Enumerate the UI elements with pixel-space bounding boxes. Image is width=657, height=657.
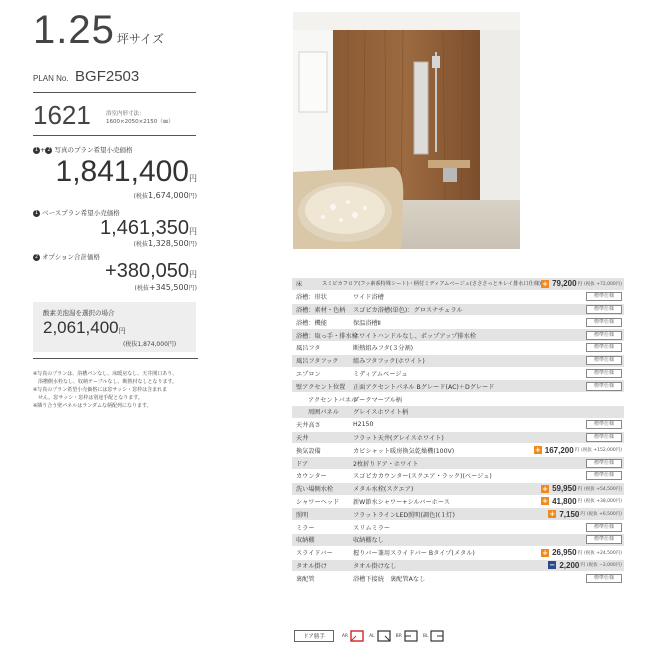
yen-unit: 円: [580, 512, 585, 518]
spec-value: 新W節水シャワー+シルバーホース: [353, 498, 450, 506]
plan-no: BGF2503: [75, 68, 140, 85]
tax-suffix: 円): [188, 241, 197, 248]
option-price-value: 7,150: [559, 509, 580, 519]
spec-value: ミディアムベージュ: [353, 370, 408, 378]
yen-unit: 円: [574, 448, 580, 454]
yen-unit: 円: [580, 563, 585, 569]
size-title: [33, 8, 164, 53]
note-line: ※隣り合う壁パネルはランダムな柄配列になります。: [33, 403, 152, 409]
tax-suffix: 円): [188, 285, 197, 292]
option-price-value: 26,950: [552, 548, 577, 558]
notes: [33, 370, 208, 410]
spec-value: 断熱組みフタ(３分割): [353, 345, 414, 353]
option-price: [541, 497, 622, 506]
price-value: +380,050: [105, 260, 189, 282]
spec-label: 風呂フタ: [296, 345, 321, 353]
spec-row: [292, 432, 624, 445]
plus-sign: +: [40, 146, 46, 154]
minus-icon: −: [549, 561, 556, 570]
yen-unit: 円: [189, 174, 197, 183]
spec-value: メタル水栓(スクエア): [353, 486, 414, 494]
door-option-ar: [342, 630, 364, 642]
option-price: [548, 561, 622, 570]
standard-spec-badge: 標準仕様: [586, 459, 622, 468]
yen-unit: 円: [577, 499, 583, 505]
spec-row: [292, 496, 624, 509]
plan-number: [33, 68, 139, 86]
spec-row: [292, 316, 624, 329]
door-code: AL: [369, 633, 375, 639]
number-2-icon: 2: [47, 146, 51, 153]
price-value: 1,461,350: [100, 217, 189, 239]
door-ar-icon: [350, 630, 364, 642]
spec-label: 裏配管: [296, 575, 315, 583]
oxygen-label: 酸素美泡湯を選択の場合: [43, 309, 115, 317]
spec-label: ミラー: [296, 524, 315, 532]
spec-value: カビシャット暖房換気乾燥機(100V): [353, 447, 455, 455]
spec-value: フラット天井(グレイスホワイト): [353, 434, 444, 442]
spec-label: カウンター: [296, 473, 327, 481]
dims-value: 1600×2050×2150（㎜）: [106, 119, 174, 125]
yen-unit: 円: [577, 486, 583, 492]
price-value: 2,061,400: [43, 318, 119, 337]
spec-value: フラットラインLED照明(調色)(１灯): [353, 511, 455, 519]
yen-unit: 円: [118, 328, 126, 335]
spec-row: [292, 534, 624, 547]
spec-row: [292, 291, 624, 304]
spec-value: タオル掛けなし: [353, 562, 397, 570]
note-line: ※写真のプランは、浴槽パンなし、床暖房なし、天井開口あり、: [33, 371, 178, 377]
price-value: 1,841,400: [55, 155, 189, 188]
option-tax: (税抜 +38,000円): [584, 499, 622, 505]
size-code: 1621: [33, 100, 91, 130]
spec-value: 収納棚なし: [353, 537, 384, 545]
tax-value: 1,674,000: [147, 191, 189, 200]
plan-label: PLAN No.: [33, 74, 69, 83]
door-option-bl: [423, 630, 445, 642]
option-price-value: 41,800: [552, 496, 577, 506]
base-plan-tax: [134, 239, 197, 248]
door-bl-icon: [430, 630, 444, 642]
yen-unit: 円: [577, 550, 583, 556]
options-tax: [135, 283, 197, 292]
oxygen-price: [43, 318, 126, 338]
spec-row: [292, 547, 624, 560]
options-label: [33, 252, 100, 261]
tax-suffix: 円): [188, 193, 197, 200]
door-code: BR: [395, 633, 402, 639]
tax-value: 1,874,000: [137, 341, 168, 348]
spec-label: ドア: [296, 460, 309, 468]
door-option-br: [396, 630, 418, 642]
option-price-value: 79,200: [552, 279, 577, 289]
spec-value: スミピカフロア(フッ素系特殊シート)・柄付ミディアムベージュ(さささっとキレイ排水口仕様): [321, 281, 542, 288]
spec-label: 浴槽：形状: [296, 294, 327, 302]
yen-unit: 円: [577, 281, 583, 287]
door-br-icon: [404, 630, 418, 642]
yen-unit: 円: [189, 270, 197, 279]
spec-row: [292, 572, 624, 585]
spec-value: スゴピカカウンター(スクエア・ラック)(ベージュ): [353, 473, 492, 481]
spec-label: 床: [296, 281, 303, 289]
spec-value: ホワイトハンドルなし、ポップアップ排水栓: [353, 332, 477, 340]
spec-label: 天井: [296, 434, 309, 442]
spec-value: スゴピカ浴槽(単色)：グロスナチュラル: [353, 306, 463, 314]
door-handing-label: ドア勝手: [294, 630, 334, 642]
option-tax: (税抜 +72,000円): [584, 281, 622, 287]
option-price: [534, 446, 622, 455]
spec-row: [292, 521, 624, 534]
tax-value: 1,328,500: [147, 239, 189, 248]
note-line: せん。窓サッシ・窓枠は別途手配となります。: [33, 395, 143, 401]
spec-row: [292, 406, 624, 419]
spec-label: 壁アクセント位置: [296, 383, 346, 391]
base-plan-label: [33, 208, 120, 217]
base-plan-label-text: ベースプラン希望小売価格: [42, 209, 120, 217]
option-price: [541, 548, 622, 557]
option-price-value: 2,200: [559, 560, 580, 570]
spec-label: 洗い場側水栓: [296, 486, 334, 494]
spec-label: 浴槽：素材・色柄: [296, 306, 346, 314]
door-option-al: [369, 630, 391, 642]
divider: [33, 135, 196, 136]
plus-icon: +: [542, 548, 548, 557]
divider: [33, 92, 196, 93]
standard-spec-badge: 標準仕様: [586, 433, 622, 442]
spec-value: ダークマーブル柄: [353, 396, 402, 404]
door-code: AR: [341, 633, 349, 639]
option-price: [541, 484, 622, 493]
photo-plan-price: [56, 155, 197, 189]
spec-row: [292, 444, 624, 457]
standard-spec-badge: 標準仕様: [586, 318, 622, 327]
spec-row: [292, 329, 624, 342]
oxygen-tax: [123, 339, 176, 348]
plus-icon: +: [534, 446, 541, 455]
tax-prefix: (税抜: [133, 193, 148, 200]
option-price: [548, 510, 622, 519]
options-price: [105, 260, 197, 283]
number-2-icon: 2: [34, 253, 39, 260]
plus-icon: +: [542, 279, 548, 288]
spec-value: 組みフタフック(ホワイト): [353, 358, 425, 366]
spec-row: [292, 470, 624, 483]
standard-spec-badge: 標準仕様: [586, 305, 622, 314]
spec-label: アクセントパネル: [308, 396, 358, 404]
spec-value: 2枚折りドア・ホワイト: [353, 460, 419, 468]
option-price-value: 167,200: [544, 445, 574, 455]
oxygen-bath-price-box: [33, 302, 196, 352]
standard-spec-badge: 標準仕様: [586, 420, 622, 429]
note-line: 浴槽側水栓なし、収納テーブルなし、断熱材なしとなります。: [33, 379, 178, 385]
spec-label: 照明: [296, 511, 309, 519]
standard-spec-badge: 標準仕様: [586, 523, 622, 532]
spec-value: グレイスホワイト柄: [353, 409, 409, 417]
spec-label: シャワーヘッド: [296, 498, 340, 506]
spec-value: スリムミラー: [353, 524, 391, 532]
spec-row: [292, 355, 624, 368]
standard-spec-badge: 標準仕様: [586, 369, 622, 378]
option-price-value: 59,950: [552, 484, 577, 494]
standard-spec-badge: 標準仕様: [586, 343, 622, 352]
spec-label: 風呂フタフック: [296, 358, 339, 366]
size-unit: 坪サイズ: [116, 32, 164, 46]
spec-label: 収納棚: [296, 537, 315, 545]
spec-value: 握りバー兼用スライドバー Bタイプ(メタル): [353, 550, 475, 558]
spec-label: エプロン: [296, 370, 321, 378]
standard-spec-badge: 標準仕様: [586, 535, 622, 544]
bathroom-photo: [293, 12, 520, 249]
spec-value: 正面アクセントパネル Bグレード(AC)＋Dグレード: [353, 383, 495, 391]
divider: [33, 358, 198, 359]
photo-plan-label: [33, 145, 133, 154]
interior-dimensions: [106, 110, 174, 126]
standard-spec-badge: 標準仕様: [586, 292, 622, 301]
number-1-icon: 1: [34, 146, 39, 153]
plus-icon: +: [542, 484, 548, 493]
option-tax: (税抜 +6,500円): [586, 512, 622, 518]
spec-value: 浴槽下接続 裏配管Aなし: [353, 575, 426, 583]
spec-row: [292, 368, 624, 381]
base-plan-price: [100, 217, 197, 240]
photo-plan-label-text: 写真のプラン希望小売価格: [54, 146, 133, 154]
spec-value: ワイド浴槽: [353, 294, 384, 302]
spec-label: 浴槽：機能: [296, 319, 327, 327]
spec-row: [292, 560, 624, 573]
spec-row: [292, 457, 624, 470]
standard-spec-badge: 標準仕様: [586, 471, 622, 480]
spec-label: 天井高さ: [296, 422, 321, 430]
number-1-icon: 1: [34, 209, 39, 216]
spec-label: スライドバー: [296, 550, 333, 558]
options-label-text: オプション合計価格: [42, 253, 100, 261]
spec-label: タオル掛け: [296, 562, 327, 570]
tax-value: +345,500: [148, 283, 189, 292]
tax-prefix: (税抜: [133, 241, 148, 248]
spec-value: 保温浴槽Ⅱ: [353, 319, 381, 327]
option-tax: (税抜 +152,000円): [581, 448, 622, 454]
option-price: [541, 279, 622, 288]
size-number: 1.25: [33, 8, 115, 52]
option-tax: (税抜 +24,500円): [584, 550, 622, 556]
door-al-icon: [377, 630, 391, 642]
spec-row: [292, 508, 624, 521]
plus-icon: +: [542, 497, 548, 506]
option-tax: (税抜 +54,500円): [584, 486, 622, 492]
spec-label: 浴槽：取っ手・排水栓: [296, 332, 358, 340]
spec-value: H2150: [353, 421, 374, 429]
spec-label: 換気設備: [296, 447, 321, 455]
standard-spec-badge: 標準仕様: [586, 356, 622, 365]
tax-prefix: (税抜: [134, 285, 149, 292]
dims-label: 浴室内形寸法：: [106, 111, 145, 117]
standard-spec-badge: 標準仕様: [586, 331, 622, 340]
spec-table: [292, 278, 624, 585]
spec-row: [292, 393, 624, 406]
spec-row: [292, 342, 624, 355]
door-handing: [294, 630, 449, 642]
door-code: BL: [422, 633, 429, 639]
standard-spec-badge: 標準仕様: [586, 382, 622, 391]
spec-row: [292, 304, 624, 317]
note-line: ※写真のプラン希望小売価格には窓サッシ・窓枠は含まれま: [33, 387, 168, 393]
tax-prefix: (税抜: [123, 341, 138, 348]
option-tax: (税抜 −2,000円): [586, 563, 622, 569]
plus-icon: +: [549, 510, 556, 519]
tax-suffix: 円): [167, 341, 177, 348]
photo-plan-tax: [134, 191, 197, 200]
spec-row: [292, 380, 624, 393]
spec-row: [292, 483, 624, 496]
standard-spec-badge: 標準仕様: [586, 574, 622, 583]
spec-row: [292, 419, 624, 432]
spec-label: 周囲パネル: [308, 409, 339, 417]
yen-unit: 円: [189, 227, 197, 236]
spec-row: [292, 278, 624, 291]
